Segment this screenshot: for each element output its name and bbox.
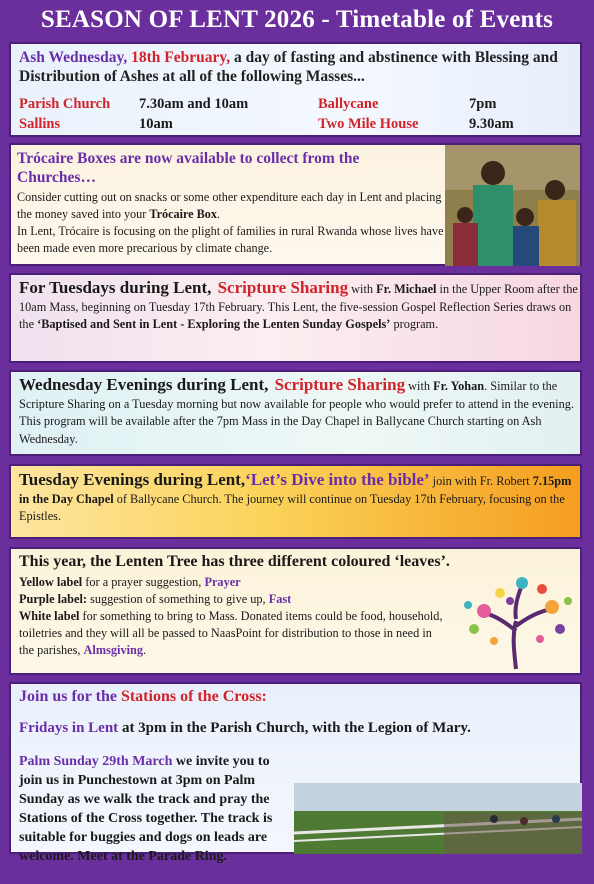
- tuesday-scripture-text: [19, 279, 579, 334]
- palm-sunday-details: we invite you to join us in Punchestown at 3pm on Palm Sunday as we walk the track and pray the Stations of the Cross together. The track is suitable for buggies and dogs on leads are welcome. Meet at the Parade Ring.: [19, 754, 273, 864]
- wednesday-lead: Wednesday Evenings during Lent,: [19, 375, 269, 394]
- purple-label: Purple label:: [19, 592, 87, 606]
- trocaire-text: In Lent, Trócaire is focusing on the plight of families in rural Rwanda whose lives have been made even more precarious by climate change.: [17, 224, 444, 255]
- tuesday-event: Scripture Sharing: [217, 278, 349, 297]
- mass-time: 9.30am: [469, 116, 514, 132]
- dive-with: join with Fr. Robert: [429, 474, 533, 488]
- fridays-line: [19, 720, 471, 737]
- stations-heading-lead: Join us for the: [19, 688, 121, 705]
- bible-dive-text: [19, 471, 579, 526]
- tuesday-program: ‘Baptised and Sent in Lent - Exploring the Lenten Sunday Gospels’: [37, 317, 391, 331]
- prayer-kind: Prayer: [204, 575, 241, 589]
- trocaire-heading: Trócaire Boxes are now available to collect from the Churches…: [17, 150, 360, 186]
- lenten-tree-illustration: [456, 571, 576, 671]
- tuesday-priest: Fr. Michael: [376, 282, 437, 296]
- mass-place: Sallins: [19, 116, 61, 132]
- fast-kind: Fast: [268, 592, 292, 606]
- white-text: for something to bring to Mass. Donated items could be food, household, toiletries and they will all be passed to NaasPoint for distribution to those in need in the parishes,: [19, 609, 443, 657]
- stations-heading: [19, 688, 267, 706]
- dive-lead: Tuesday Evenings during Lent,: [19, 470, 246, 489]
- wednesday-scripture-section: [9, 370, 582, 456]
- lenten-tree-heading: This year, the Lenten Tree has three different coloured ‘leaves’.: [19, 553, 450, 570]
- trocaire-family-photo: [445, 145, 580, 266]
- fridays-details: at 3pm in the Parish Church, with the Legion of Mary.: [118, 720, 471, 736]
- page-title: SEASON OF LENT 2026 - Timetable of Events: [40, 6, 554, 33]
- trocaire-section: [9, 143, 582, 266]
- trocaire-body: [17, 189, 447, 257]
- wednesday-scripture-text: [19, 376, 579, 448]
- punchestown-walk-photo: [294, 783, 582, 854]
- mass-time: 7.30am and 10am: [139, 96, 249, 112]
- tuesday-details: in the Upper Room after the 10am Mass, beginning on Tuesday 17th February. This Lent, the five-session Gospel Reflection Series draws on the: [19, 282, 578, 331]
- tuesday-scripture-section: [9, 273, 582, 363]
- purple-text: suggestion of something to give up,: [86, 592, 269, 606]
- yellow-text: for a prayer suggestion,: [82, 575, 205, 589]
- tuesday-with: with: [348, 282, 377, 296]
- ash-date: 18th February,: [131, 49, 231, 66]
- white-end: .: [143, 643, 147, 657]
- lenten-tree-text: [19, 574, 449, 659]
- mass-time: 7pm: [469, 96, 497, 112]
- white-label: White label: [19, 609, 80, 623]
- bible-dive-section: [9, 464, 582, 539]
- wednesday-details: . Similar to the Scripture Sharing on a Tuesday morning but now available for people who would prefer to attend in the evening. This program will be available after the 7pm Mass in the Day Chapel in Ballycane Church starting on Ash Wednesday.: [19, 379, 574, 446]
- almsgiving-kind: Almsgiving: [83, 643, 143, 657]
- stations-of-cross-section: [9, 682, 582, 864]
- tuesday-end: program.: [390, 317, 439, 331]
- trocaire-text: .: [216, 207, 220, 221]
- dive-when: 7.15pm in the Day Chapel: [19, 474, 572, 506]
- wednesday-with: with: [405, 379, 434, 393]
- ash-wednesday-heading: [19, 48, 579, 86]
- mass-place: Ballycane: [318, 96, 379, 112]
- ash-wednesday-section: [9, 42, 582, 137]
- lenten-tree-section: [9, 547, 582, 675]
- fridays-label: Fridays in Lent: [19, 720, 119, 736]
- mass-time: 10am: [139, 116, 173, 132]
- wednesday-priest: Fr. Yohan: [433, 379, 485, 393]
- trocaire-box-name: Trócaire Box: [149, 207, 217, 221]
- stations-heading-event: Stations of the Cross:: [120, 688, 267, 705]
- mass-place: Parish Church: [19, 96, 111, 112]
- ash-description: a day of fasting and abstinence with Blessing and Distribution of Ashes at all of the following Masses...: [19, 49, 558, 85]
- dive-event: ‘Let’s Dive into the bible’: [245, 470, 430, 489]
- palm-sunday-date: Palm Sunday 29th March: [19, 754, 173, 769]
- yellow-label: Yellow label: [19, 575, 83, 589]
- ash-day: Ash Wednesday,: [19, 49, 132, 66]
- mass-place: Two Mile House: [318, 116, 419, 132]
- dive-details: of Ballycane Church. The journey will continue on Tuesday 17th February, focusing on the Epistles.: [19, 491, 565, 523]
- trocaire-text: Consider cutting out on snacks or some other expenditure each day in Lent and placing the money saved into your: [17, 190, 442, 221]
- tuesday-lead: For Tuesdays during Lent,: [19, 278, 212, 297]
- wednesday-event: Scripture Sharing: [274, 375, 406, 394]
